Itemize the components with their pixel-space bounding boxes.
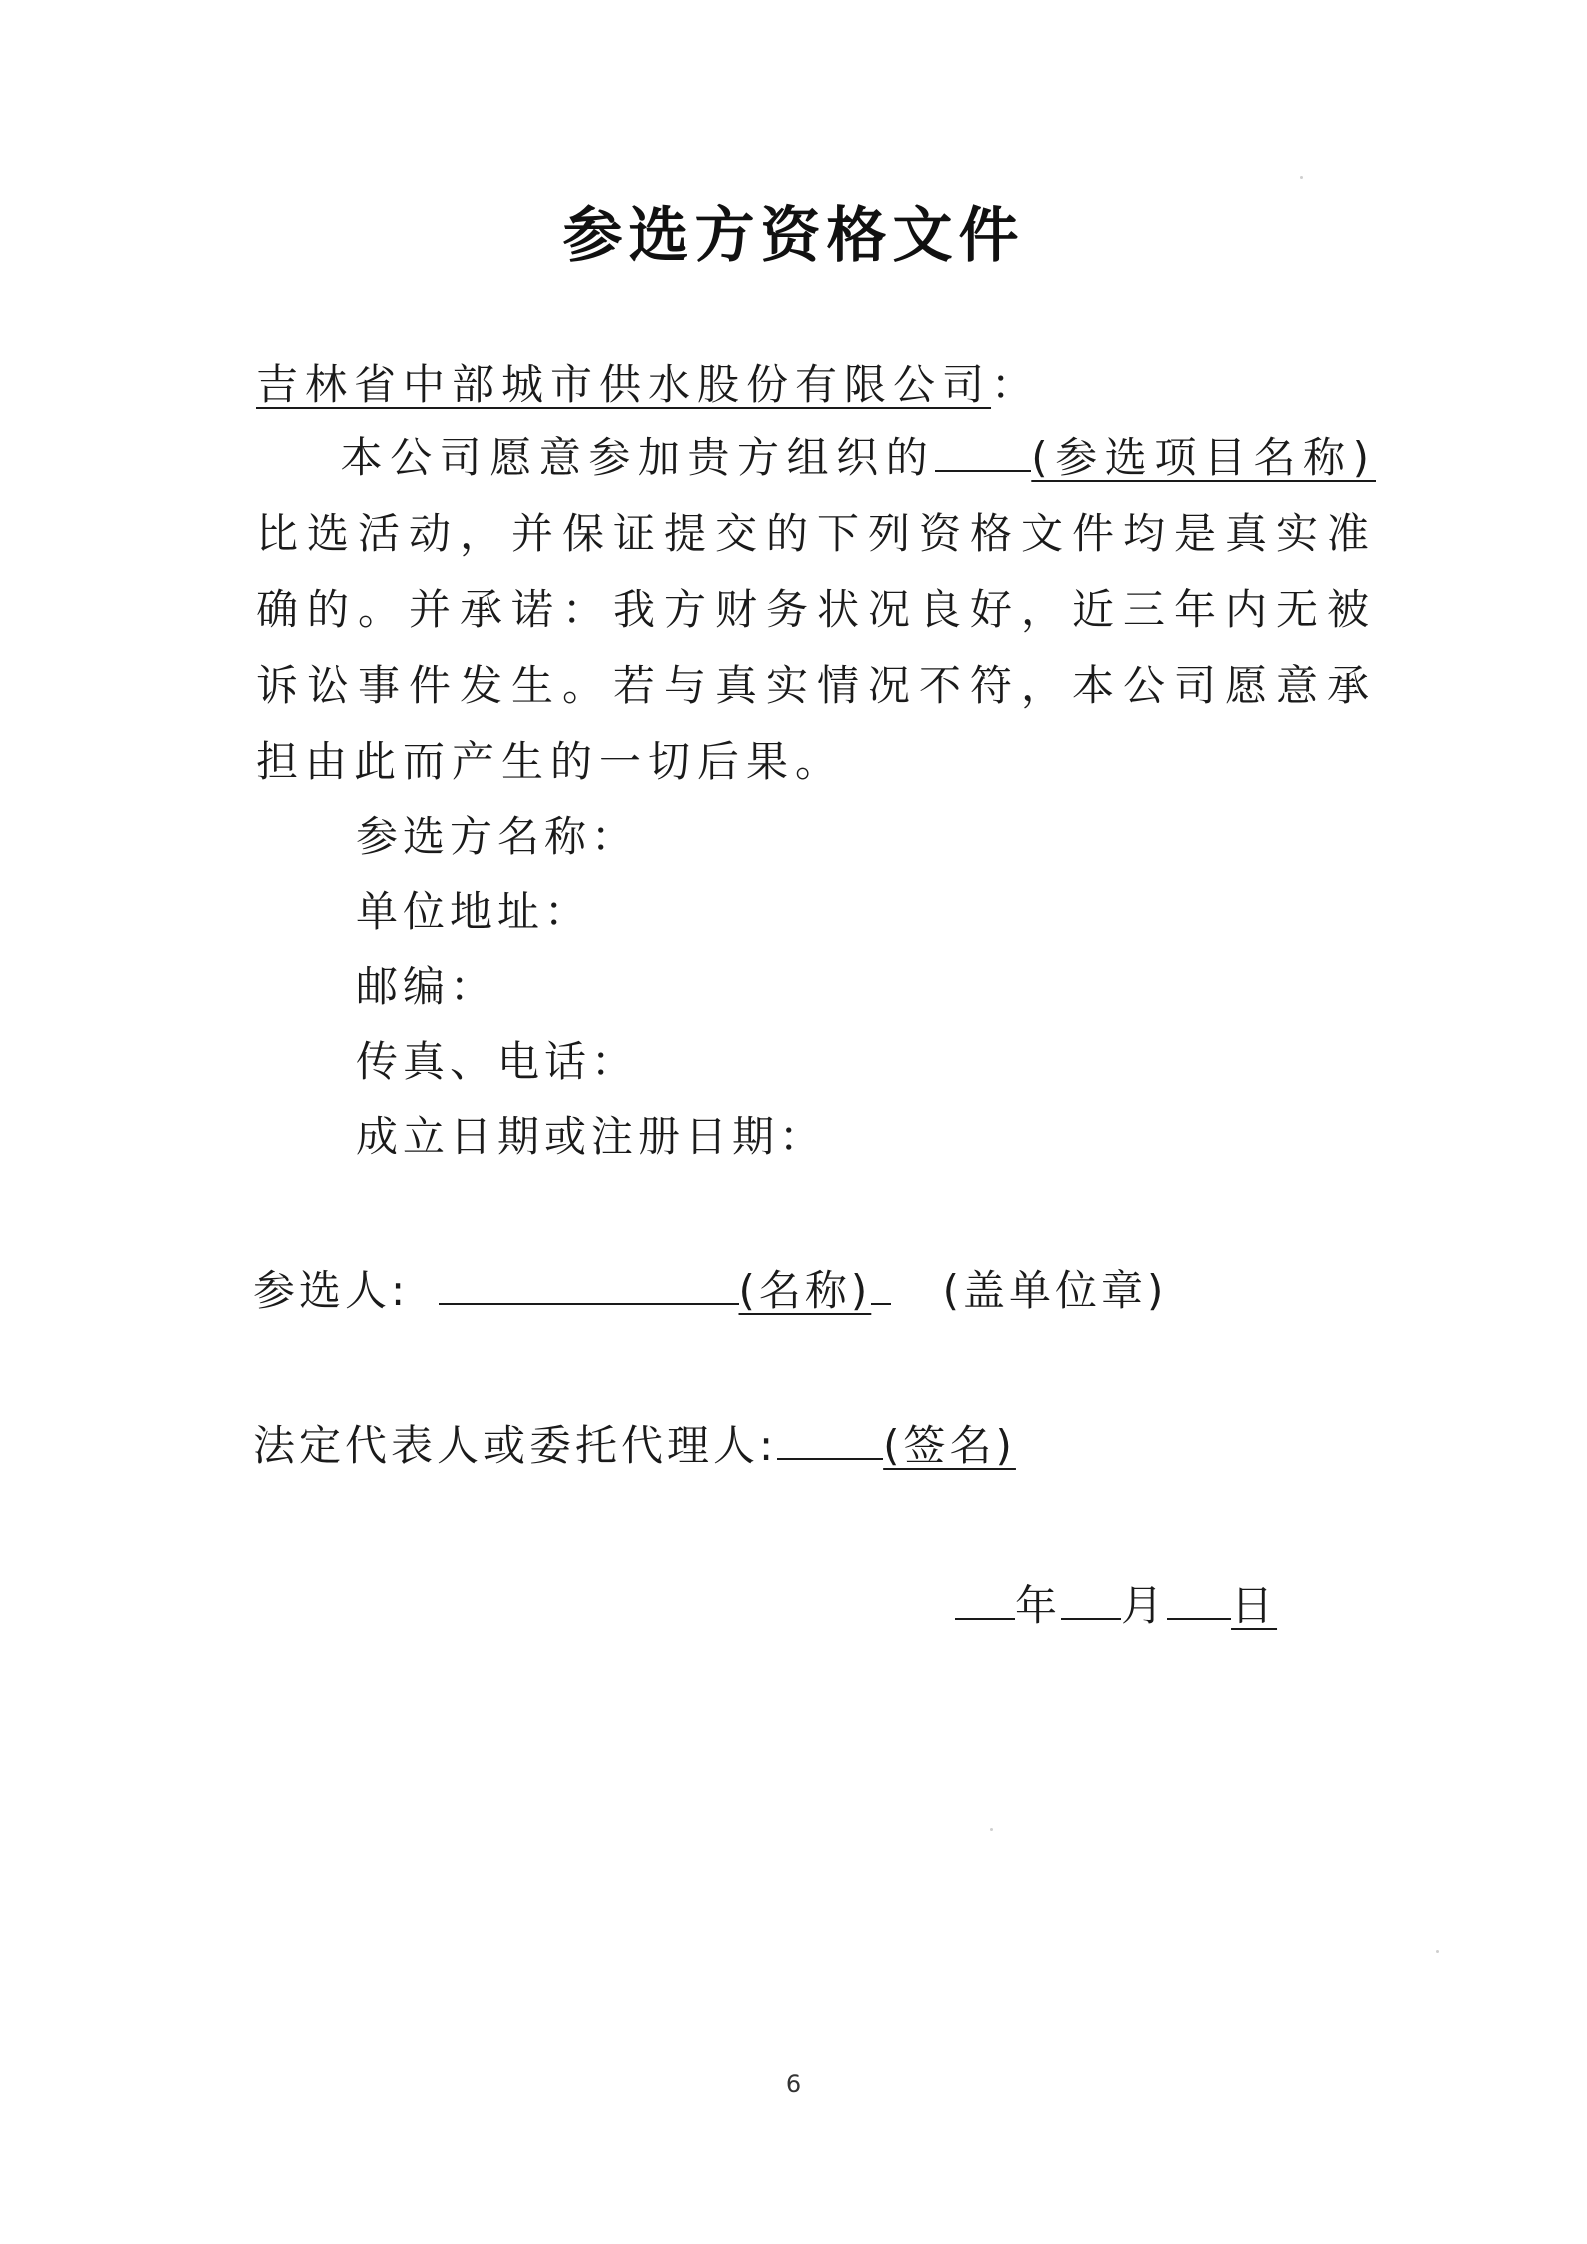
- representative-line: [253, 1413, 1016, 1473]
- year-blank: [955, 1578, 1015, 1620]
- field-establish-date: 成立日期或注册日期：: [356, 1112, 827, 1161]
- representative-blank: [777, 1418, 883, 1460]
- date-day: 日: [1231, 1581, 1278, 1630]
- statement-paragraph: [256, 420, 1376, 800]
- paragraph-line1-prefix: 本公司愿意参加贵方组织的: [340, 433, 936, 482]
- bidder-line: [253, 1258, 1167, 1318]
- field-address: 单位地址：: [356, 887, 592, 936]
- field-bidder-name: 参选方名称：: [356, 812, 639, 861]
- representative-label: 法定代表人或委托代理人:: [253, 1421, 778, 1470]
- addressee-name: 吉林省中部城市供水股份有限公司: [256, 360, 992, 409]
- page-number: 6: [785, 2070, 802, 2098]
- field-fax-phone: 传真、电话：: [356, 1037, 639, 1086]
- date-year: 年: [1015, 1581, 1062, 1630]
- month-blank: [1061, 1578, 1121, 1620]
- paragraph-body: 比选活动，并保证提交的下列资格文件均是真实准确的。并承诺：我方财务状况良好，近三年内无被诉讼事件发生。若与真实情况不符，本公司愿意承担由此而产生的一切后果。: [256, 509, 1376, 786]
- date-month: 月: [1121, 1581, 1168, 1630]
- bidder-label: 参选人:: [253, 1266, 410, 1315]
- field-postcode: 邮编：: [356, 962, 498, 1011]
- addressee-colon: ：: [991, 360, 1041, 409]
- document-title: 参选方资格文件: [562, 201, 1025, 271]
- project-name-placeholder: (参选项目名称): [1031, 433, 1376, 482]
- bidder-name-hint: (名称): [738, 1266, 872, 1315]
- bidder-blank: [439, 1263, 739, 1305]
- bidder-seal-hint: (盖单位章): [942, 1266, 1168, 1315]
- day-blank: [1167, 1578, 1231, 1620]
- representative-sign-hint: (签名): [883, 1421, 1016, 1470]
- date-line: [955, 1573, 1277, 1633]
- addressee-line: [256, 352, 1040, 412]
- project-name-blank: [935, 428, 1031, 472]
